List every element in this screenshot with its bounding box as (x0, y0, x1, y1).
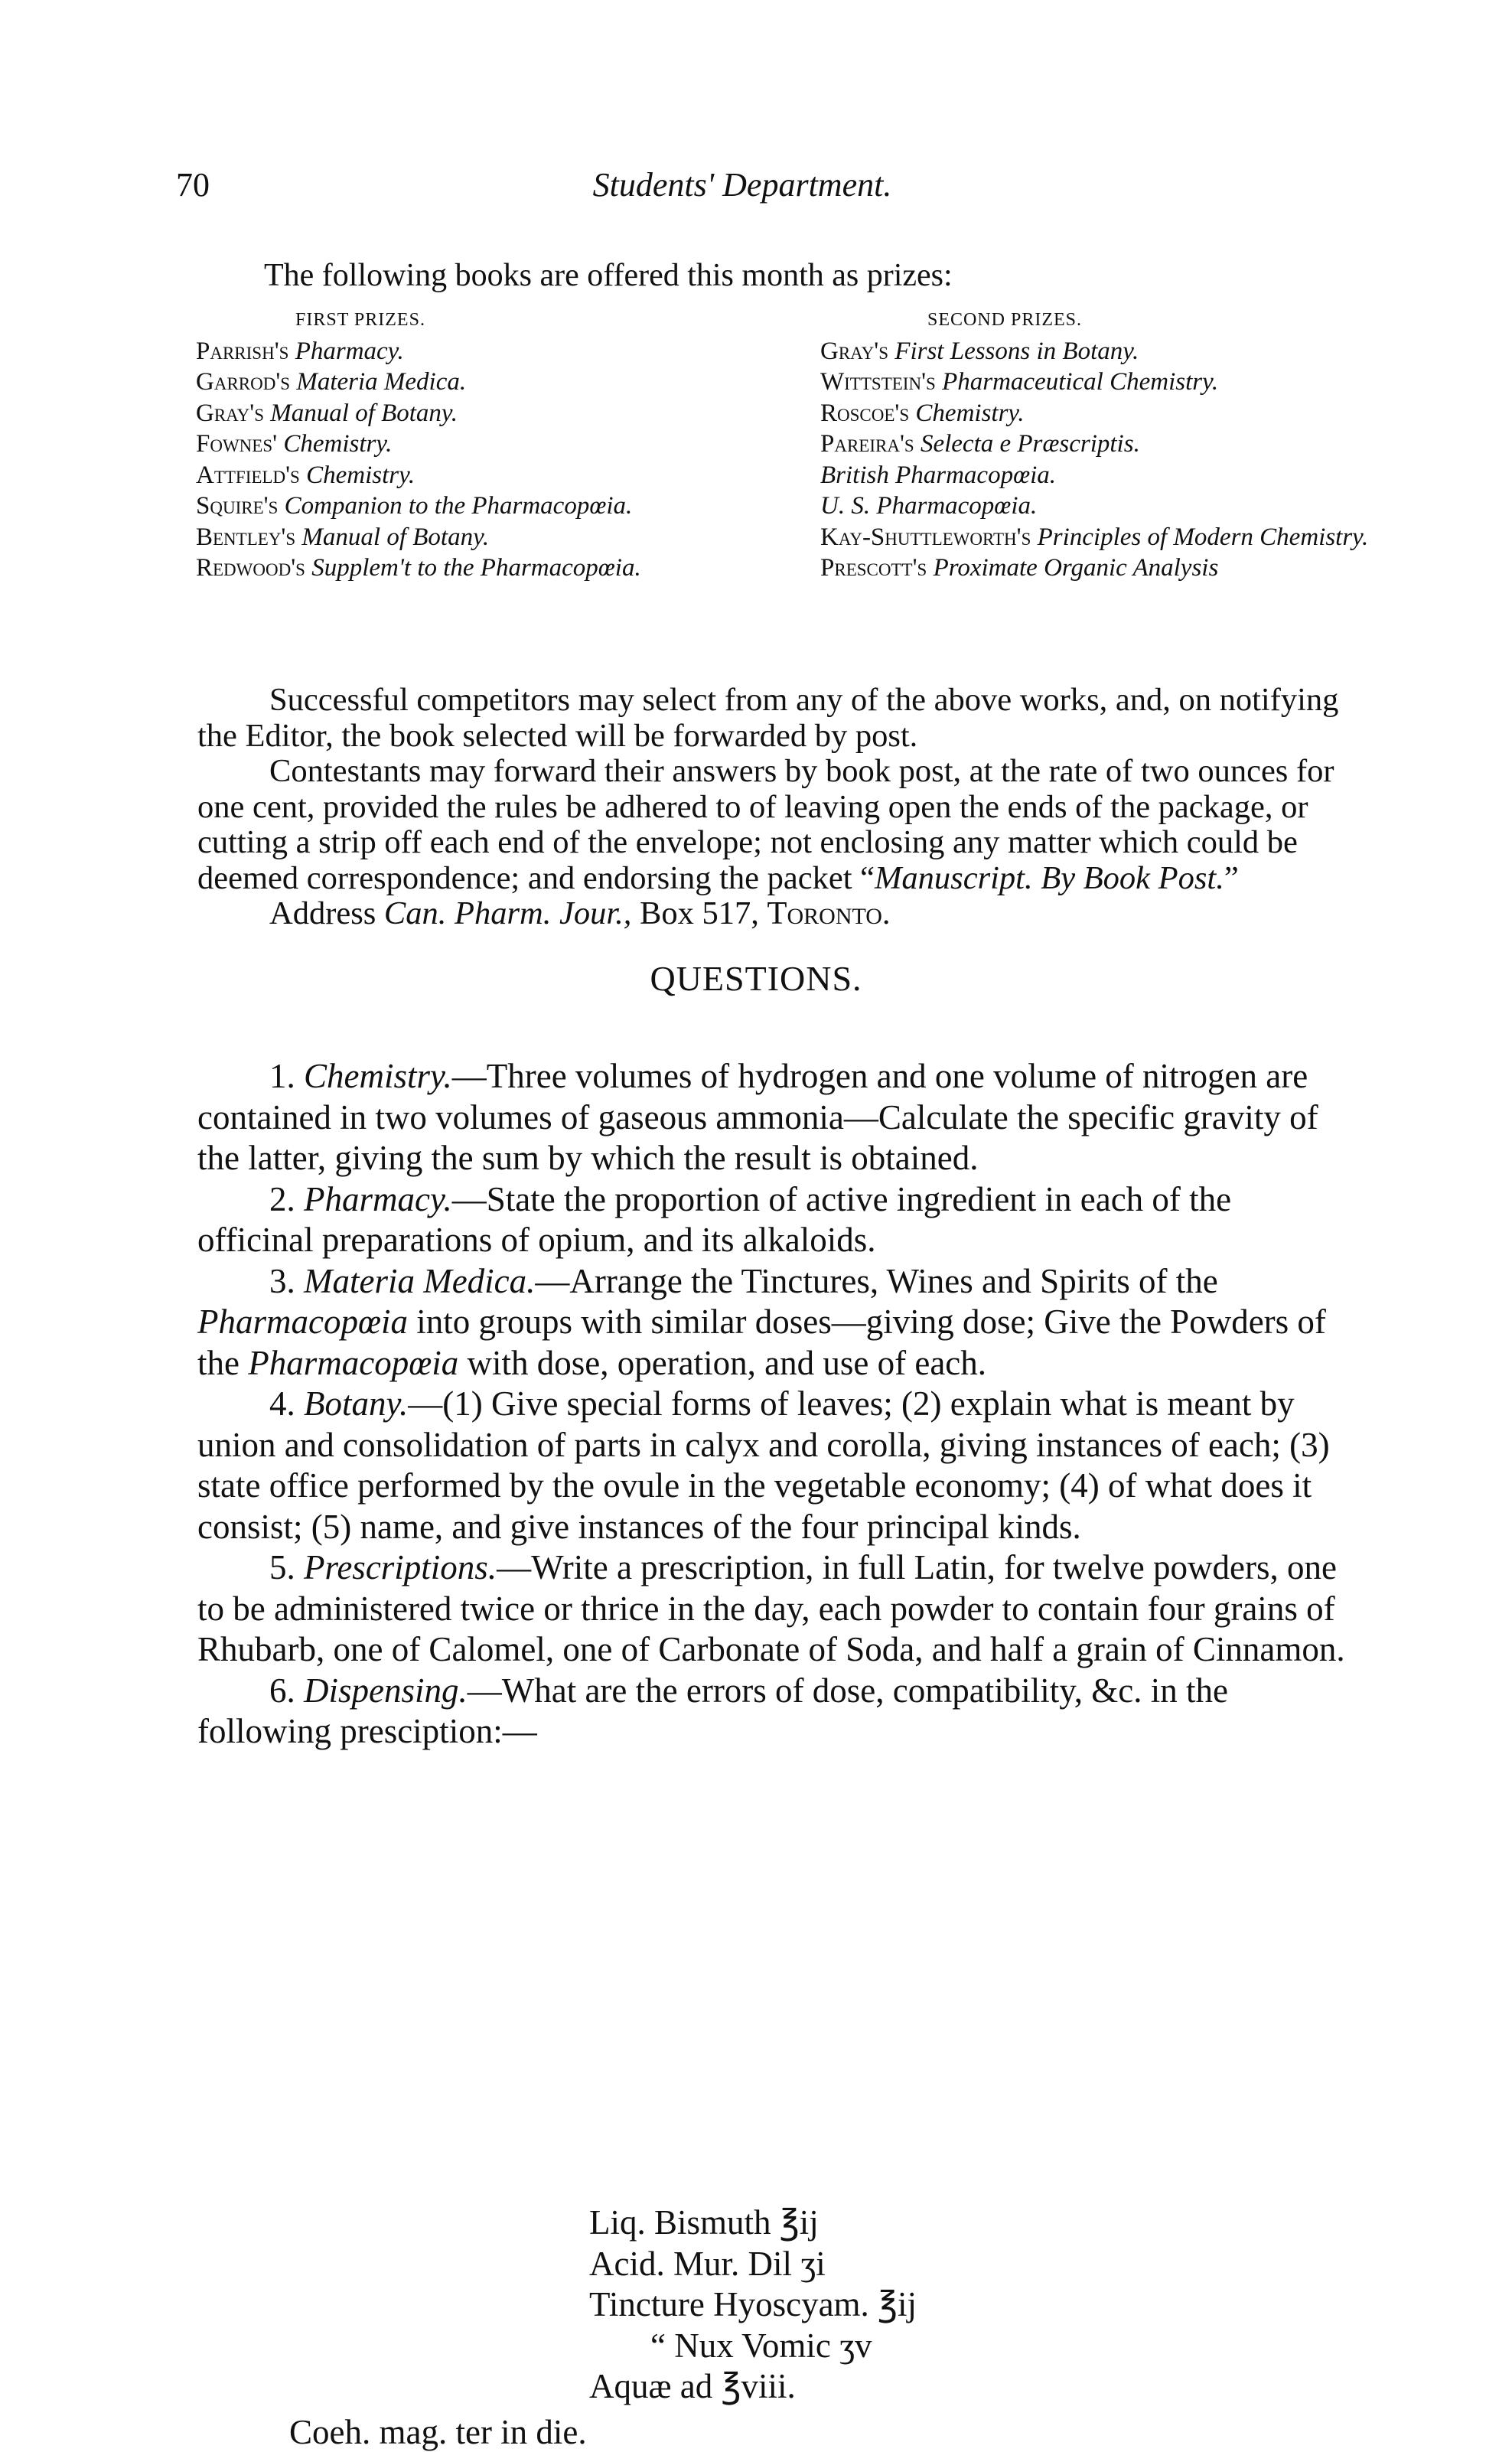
prize-book: Bentley's Manual of Botany. (196, 523, 490, 551)
prize-book: Gray's First Lessons in Botany. (820, 337, 1139, 365)
notices (197, 683, 1345, 932)
prize-book: Pareira's Selecta e Præscriptis. (820, 430, 1140, 458)
prize-book: U. S. Pharmacopœia. (820, 492, 1038, 520)
question: 6. Dispensing.—What are the errors of dose, compatibility, &c. in the following presciption:— (197, 1671, 1229, 1750)
prescription-directions: Coeh. mag. ter in die. (289, 2413, 587, 2451)
page-number: 70 (176, 166, 210, 204)
prize-book: British Pharmacopœia. (820, 461, 1057, 489)
question: 1. Chemistry.—Three volumes of hydrogen and one volume of nitrogen are contained in two volumes of gaseous ammonia—Calculate the specific gravity of the latter, giving the sum by which the result is obtained. (197, 1057, 1318, 1177)
notice-paragraph: Successful competitors may select from any of the above works, and, on notifying the Editor, the book selected will be forwarded by post. (197, 682, 1339, 754)
notice-paragraph: Contestants may forward their answers by book post, at the rate of two ounces for one cent, provided the rules be adhered to of leaving open the ends of the package, or cutting a strip off each end of the envelope; not enclosing any matter which could be deemed correspondence; and endorsing the packet “Manuscript. By Book Post.” (197, 753, 1334, 896)
prize-book: Gray's Manual of Botany. (196, 399, 458, 427)
running-head: Students' Department. (592, 166, 892, 204)
prize-book: Garrod's Materia Medica. (196, 368, 467, 396)
prize-book: Parrish's Pharmacy. (196, 337, 404, 365)
first-prizes-heading: FIRST PRIZES. (295, 310, 425, 330)
prize-book: Redwood's Supplem't to the Pharmacopœia. (196, 554, 641, 582)
questions-heading: QUESTIONS. (650, 959, 862, 998)
prescription-line: Liq. Bismuth ℥ij (589, 2203, 819, 2242)
prize-book: Wittstein's Pharmaceutical Chemistry. (820, 368, 1219, 396)
page-header (176, 165, 1308, 219)
prescription-line: “ Nux Vomic ʒv (650, 2326, 872, 2365)
prizes-intro: The following books are offered this month as prizes: (264, 258, 953, 293)
prize-book: Prescott's Proximate Organic Analysis (820, 554, 1219, 582)
second-prizes-heading: SECOND PRIZES. (927, 310, 1083, 330)
question: 4. Botany.—(1) Give special forms of leaves; (2) explain what is meant by union and consolidation of parts in calyx and corolla, giving instances of each; (3) state office performed by the ovule in the vegetable economy; (4) of what does it consist; (5) name, and give instances of the four principal kinds. (197, 1384, 1330, 1546)
address-line: Address Can. Pharm. Jour., Box 517, Toronto. (269, 895, 891, 931)
prescription (589, 2203, 917, 2408)
question: 2. Pharmacy.—State the proportion of active ingredient in each of the officinal preparations of opium, and its alkaloids. (197, 1179, 1232, 1259)
prize-book: Attfield's Chemistry. (196, 461, 415, 489)
prescription-line: Acid. Mur. Dil ʒi (589, 2244, 826, 2283)
prize-book: Kay-Shuttleworth's Principles of Modern Chemistry. (820, 523, 1369, 551)
second-prizes-column (820, 305, 1371, 584)
first-prizes-column (196, 305, 823, 584)
prize-book: Fownes' Chemistry. (196, 430, 393, 458)
prize-book: Squire's Companion to the Pharmacopœia. (196, 492, 633, 520)
prize-book: Roscoe's Chemistry. (820, 399, 1025, 427)
prescription-line: Aquæ ad ℥viii. (589, 2367, 796, 2405)
question: 3. Materia Medica.—Arrange the Tinctures, Wines and Spirits of the Pharmacopœia into groups with similar doses—giving dose; Give the Powders of the Pharmacopœia with dose, operation, and use of each. (197, 1261, 1326, 1382)
questions-list (197, 1056, 1345, 1753)
prescription-line: Tincture Hyoscyam. ℥ij (589, 2285, 917, 2323)
question: 5. Prescriptions.—Write a prescription, in full Latin, for twelve powders, one to be administered twice or thrice in the day, each powder to contain four grains of Rhubarb, one of Calomel, one of Carbonate of Soda, and half a grain of Cinnamon. (197, 1548, 1345, 1668)
